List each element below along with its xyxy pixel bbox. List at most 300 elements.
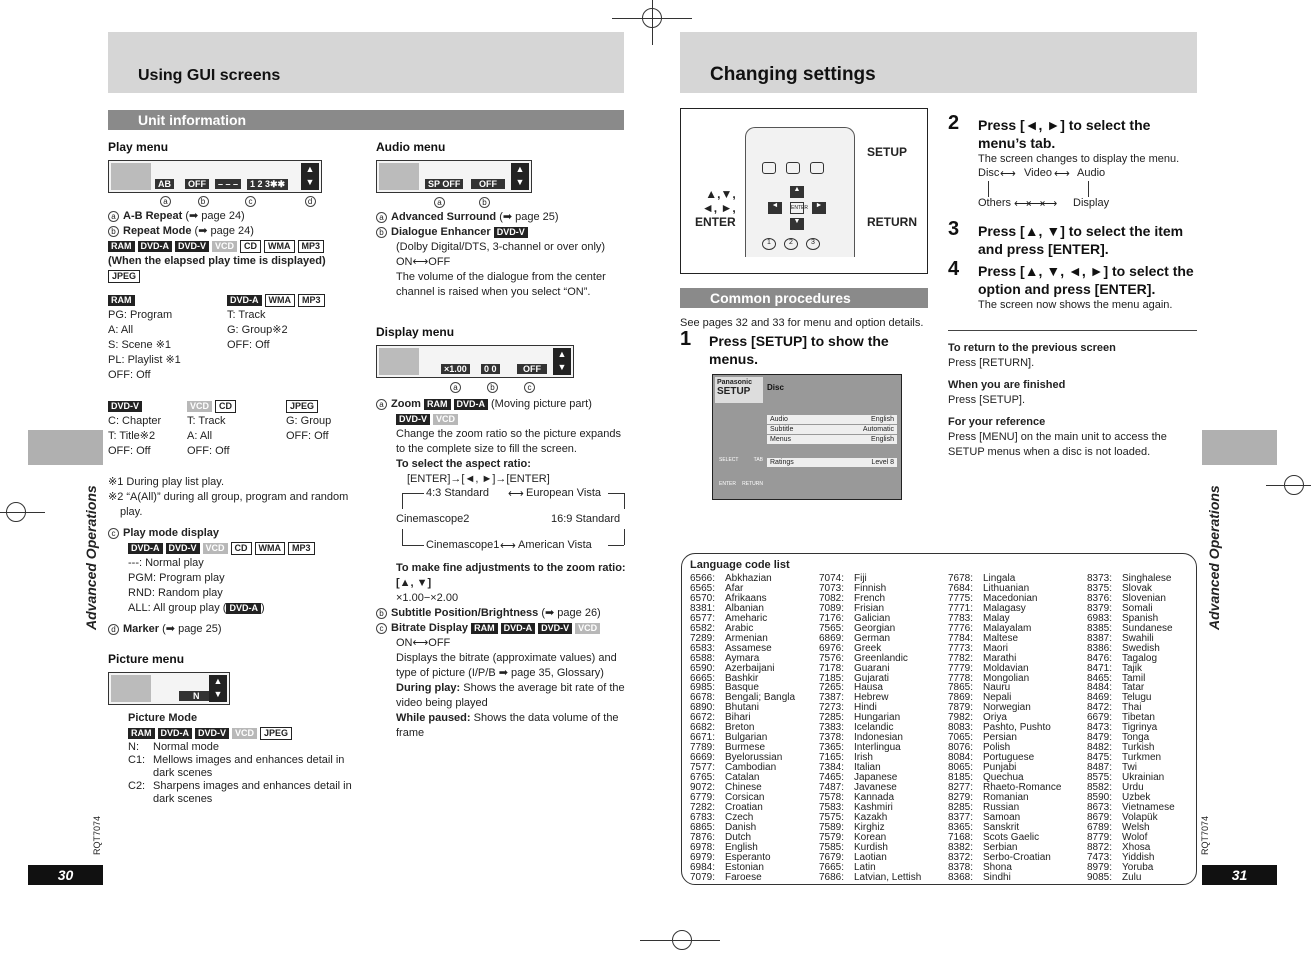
display-menu-section: Display menu ×1.00 0 0 OFF ▲ ▼ a b c a Zoom RAM DVD-A (Moving picture part) DVD-V VCD Change the zoom ratio so the picture expands to the complete size to fill the screen. To select the aspect ratio: [ENTER]→[◄, ►]→[ENTER] 4:3 Standard ⟷ European Vista Cinemascope2 16:9 Standard Cinemascope1 ⟷ American Vista To make fine adjustments to the zoom ratio: [▲, ▼] ×1.00−×2.00 b Subtitle Position/Brightness (➡ page 26) c Bitrate Display RAM DVD-A DVD-V VCD ON⟷OFF Displays the bitrate (approximate values) and type of picture (I/P/B ➡ page 35, Glossary) During play: Shows the average bit rate of the video being played While paused: Shows the data volume of the frame xyxy=(376,325,626,739)
language-code: 6789: xyxy=(1087,821,1113,833)
repeat-tags: RAM DVD-A DVD-V VCD CD WMA MP3 xyxy=(108,239,363,254)
display-icon xyxy=(379,348,419,375)
language-code: 6570: xyxy=(690,592,716,604)
language-code: 7665: xyxy=(819,861,845,873)
language-code: 8575: xyxy=(1087,772,1113,784)
language-name: Pashto, Pushto xyxy=(983,722,1051,734)
language-name: Georgian xyxy=(854,622,896,634)
language-code: 7065: xyxy=(948,732,974,744)
language-code: 8582: xyxy=(1087,782,1113,794)
enter-label: ▲,▼, ◄, ►, ENTER xyxy=(695,187,736,229)
language-name: Latin xyxy=(854,861,876,873)
language-name: Chinese xyxy=(725,782,762,794)
language-name: Malagasy xyxy=(983,602,1026,614)
language-name: Shona xyxy=(983,861,1012,873)
language-code: 7773: xyxy=(948,642,974,654)
language-name: Scots Gaelic xyxy=(983,831,1040,843)
display-menu-title: Display menu xyxy=(376,325,455,339)
language-name: Hungarian xyxy=(854,712,901,724)
language-code: 7778: xyxy=(948,672,974,684)
language-code: 8279: xyxy=(948,791,974,803)
language-name: Serbo-Croatian xyxy=(983,851,1051,863)
lang-col-1 xyxy=(690,574,795,883)
menu-tab-cycle: Disc ⟷ Video ⟷ Audio Others ⟷⟷⟷ Display xyxy=(978,167,1110,210)
language-name: Dutch xyxy=(725,831,752,843)
language-name: Zulu xyxy=(1122,871,1142,883)
language-name: Marathi xyxy=(983,652,1017,664)
language-code: 7589: xyxy=(819,821,845,833)
language-code: 8475: xyxy=(1087,752,1113,764)
language-name: Cambodian xyxy=(725,762,777,774)
language-code: 6577: xyxy=(690,612,716,624)
remote-control-icon: ▲ ◄ ENTER ► ▼ 1 2 3 xyxy=(745,127,855,257)
language-name: Serbian xyxy=(983,841,1018,853)
left-page-title: Using GUI screens xyxy=(138,67,281,84)
vcd-modes: VCD CD T: Track A: All OFF: Off xyxy=(187,399,239,459)
language-name: Slovenian xyxy=(1122,592,1166,604)
language-name: French xyxy=(854,592,886,604)
audio-menu-section: Audio menu SP OFF OFF ▲ ▼ a b a Advanced Surround (➡ page 25) b Dialogue Enhancer DVD-V (Dolby Digital/DTS, 3-channel or over only) ON⟷OFF The volume of the dialogue from the center channel is raised when you select “ON”. xyxy=(376,140,626,300)
jpeg-tag: JPEG xyxy=(108,270,140,283)
language-code-row xyxy=(819,873,921,883)
language-code: 8679: xyxy=(1087,811,1113,823)
language-code: 7178: xyxy=(819,662,845,674)
language-name: Greenlandic xyxy=(854,652,908,664)
language-name: Xhosa xyxy=(1122,841,1151,853)
language-name: Japanese xyxy=(854,772,898,784)
step-3: 3 Press [▲, ▼] to select the item and press [ENTER]. xyxy=(948,218,1184,257)
language-code: 7869: xyxy=(948,692,974,704)
language-code: 7579: xyxy=(819,831,845,843)
remote-figure xyxy=(680,108,928,274)
language-code: 8277: xyxy=(948,782,974,794)
language-name: Indonesian xyxy=(854,732,903,744)
language-code: 8285: xyxy=(948,801,974,813)
language-code: 6679: xyxy=(1087,712,1113,724)
language-code: 8084: xyxy=(948,752,974,764)
language-code: 6672: xyxy=(690,712,716,724)
language-name: Croatian xyxy=(725,801,763,813)
language-name: Norwegian xyxy=(983,702,1031,714)
language-name: Portuguese xyxy=(983,752,1035,764)
language-code: 9085: xyxy=(1087,871,1113,883)
language-code: 7185: xyxy=(819,672,845,684)
language-code: 7876: xyxy=(690,831,716,843)
language-name: Fiji xyxy=(854,573,867,584)
language-code: 7289: xyxy=(690,632,716,644)
language-name: Korean xyxy=(854,831,887,843)
language-code: 7282: xyxy=(690,801,716,813)
language-code: 7378: xyxy=(819,732,845,744)
language-name: Punjabi xyxy=(983,762,1017,774)
left-header xyxy=(108,32,624,93)
language-name: Wolof xyxy=(1122,831,1148,843)
language-name: German xyxy=(854,632,891,644)
left-code: RQT7074 xyxy=(92,815,102,855)
language-code: 7079: xyxy=(690,871,716,883)
lang-col-4 xyxy=(1087,574,1175,883)
language-name: Nepali xyxy=(983,692,1012,704)
language-code: 8872: xyxy=(1087,841,1113,853)
language-code: 8385: xyxy=(1087,622,1113,634)
language-code: 6671: xyxy=(690,732,716,744)
language-code: 7782: xyxy=(948,652,974,664)
osd-playmode: – – – xyxy=(215,179,241,189)
language-name: Hindi xyxy=(854,702,877,714)
updown-arrows-icon: ▲ ▼ xyxy=(553,348,571,375)
play-footnotes: ※1 During play list play. ※2 “A(All)” during all group, program and random play. c Play mode display DVD-A DVD-V VCD CD WMA MP3 ---: Normal play PGM: Program play RND: Random play ALL: All group play ( DVD-A ) d Marker (➡ page 25) xyxy=(108,476,349,635)
language-code: 6678: xyxy=(690,692,716,704)
language-code: 7265: xyxy=(819,682,845,694)
language-name: Oriya xyxy=(983,712,1007,724)
language-name: Kashmiri xyxy=(854,801,893,813)
language-code: 7365: xyxy=(819,742,845,754)
language-name: Esperanto xyxy=(725,851,771,863)
language-name: Thai xyxy=(1122,702,1142,714)
notes: To return to the previous screen Press [RETURN]. When you are finished Press [SETUP]. For your reference Press [MENU] on the main unit to access the SETUP menus when a disc is not loaded. xyxy=(948,342,1167,458)
language-code: 7487: xyxy=(819,782,845,794)
repeat-note: (When the elapsed play time is displayed) xyxy=(108,255,326,268)
language-name: Corsican xyxy=(725,791,765,803)
language-code: 7776: xyxy=(948,622,974,634)
language-name: Greek xyxy=(854,642,882,654)
language-code-row xyxy=(948,873,1061,883)
language-code: 8590: xyxy=(1087,791,1113,803)
language-name: Tamil xyxy=(1122,672,1146,684)
language-name: Estonian xyxy=(725,861,764,873)
lang-col-3 xyxy=(948,574,1061,883)
language-name: Twi xyxy=(1122,762,1137,774)
play-menu-title: Play menu xyxy=(108,140,169,154)
language-code: 7585: xyxy=(819,841,845,853)
language-name: Galician xyxy=(854,612,891,624)
language-code: 7789: xyxy=(690,742,716,754)
language-code: 8382: xyxy=(948,841,974,853)
language-code: 8465: xyxy=(1087,672,1113,684)
language-code: 6588: xyxy=(690,652,716,664)
language-name: Russian xyxy=(983,801,1020,813)
language-code: 8065: xyxy=(948,762,974,774)
language-name: Turkmen xyxy=(1122,752,1162,764)
language-code-row xyxy=(1087,873,1175,883)
language-name: Bengali; Bangla xyxy=(725,692,796,704)
language-name: Abkhazian xyxy=(725,573,772,584)
language-code: 7577: xyxy=(690,762,716,774)
language-code: 7575: xyxy=(819,811,845,823)
language-name: Sanskrit xyxy=(983,821,1020,833)
language-code-list xyxy=(681,553,1197,885)
language-code: 8779: xyxy=(1087,831,1113,843)
language-name: Irish xyxy=(854,752,873,764)
language-name: Laotian xyxy=(854,851,887,863)
language-name: Arabic xyxy=(725,622,754,634)
language-code: 8484: xyxy=(1087,682,1113,694)
language-code: 7583: xyxy=(819,801,845,813)
language-code: 6869: xyxy=(819,632,845,644)
language-name: Macedonian xyxy=(983,592,1038,604)
aspect-cycle-diagram: 4:3 Standard ⟷ European Vista Cinemascope2 16:9 Standard Cinemascope1 ⟷ American Vista xyxy=(396,487,626,561)
language-name: Tatar xyxy=(1122,682,1145,694)
language-code: 7982: xyxy=(948,712,974,724)
language-code: 7784: xyxy=(948,632,974,644)
language-name: Polish xyxy=(983,742,1011,754)
language-name: Volapük xyxy=(1122,811,1158,823)
unit-information-bar: Unit information xyxy=(108,110,624,130)
language-code: 7473: xyxy=(1087,851,1113,863)
language-name: English xyxy=(725,841,758,853)
language-code: 6783: xyxy=(690,811,716,823)
language-name: Basque xyxy=(725,682,759,694)
language-code: 7865: xyxy=(948,682,974,694)
language-code: 7285: xyxy=(819,712,845,724)
language-code: 7073: xyxy=(819,582,845,594)
updown-arrows-icon: ▲ ▼ xyxy=(209,675,227,702)
updown-arrows-icon: ▲ ▼ xyxy=(301,163,319,190)
language-code: 8386: xyxy=(1087,642,1113,654)
disc-icon xyxy=(111,163,151,190)
step-4: 4 Press [▲, ▼, ◄, ►] to select the option and press [ENTER]. The screen now shows the menu again. xyxy=(948,258,1194,311)
picture-menu-title: Picture menu xyxy=(108,652,185,666)
right-page-number: 31 xyxy=(1202,865,1277,885)
language-code: 7074: xyxy=(819,573,845,584)
language-name: Swedish xyxy=(1122,642,1160,654)
language-code: 7779: xyxy=(948,662,974,674)
audio-menu-osd: SP OFF OFF ▲ ▼ xyxy=(376,160,532,193)
language-name: Byelorussian xyxy=(725,752,783,764)
language-name: Italian xyxy=(854,762,881,774)
language-name: Sundanese xyxy=(1122,622,1173,634)
left-page-number: 30 xyxy=(28,865,103,885)
language-name: Azerbaijani xyxy=(725,662,775,674)
language-code: 8375: xyxy=(1087,582,1113,594)
language-name: Malay xyxy=(983,612,1010,624)
language-code: 8979: xyxy=(1087,861,1113,873)
return-label: RETURN xyxy=(867,215,917,229)
language-code: 7771: xyxy=(948,602,974,614)
language-name: Maori xyxy=(983,642,1009,654)
language-code: 7387: xyxy=(819,692,845,704)
language-code: 8381: xyxy=(690,602,716,614)
language-code: 8487: xyxy=(1087,762,1113,774)
common-procedures-bar: Common procedures xyxy=(680,288,928,308)
language-name: Latvian, Lettish xyxy=(854,871,922,883)
language-code: 7165: xyxy=(819,752,845,764)
language-code: 8673: xyxy=(1087,801,1113,813)
language-code: 8471: xyxy=(1087,662,1113,674)
osd-ab: AB xyxy=(155,179,174,189)
language-code: 7384: xyxy=(819,762,845,774)
language-name: Finnish xyxy=(854,582,887,594)
language-name: Maltese xyxy=(983,632,1019,644)
picture-menu-section: Picture menu N ▲ ▼ Picture Mode RAM DVD-A DVD-V VCD JPEG N: Normal mode C1: Mellows images and enhances detail in dark scenes C2: Sharpens images and enhances detail in dark scenes xyxy=(108,652,363,806)
language-name: Tibetan xyxy=(1122,712,1155,724)
language-name: Danish xyxy=(725,821,757,833)
language-name: Tagalog xyxy=(1122,652,1158,664)
osd-marker: 1 2 3✱✱ xyxy=(247,179,288,190)
language-code: 8376: xyxy=(1087,592,1113,604)
language-code: 7578: xyxy=(819,791,845,803)
left-side-tab xyxy=(28,430,103,465)
language-code: 8372: xyxy=(948,851,974,863)
play-menu-section xyxy=(108,140,363,284)
language-code: 7565: xyxy=(819,622,845,634)
language-name: Kirghiz xyxy=(854,821,885,833)
language-name: Catalan xyxy=(725,772,760,784)
picture-icon xyxy=(111,675,151,702)
language-name: Aymara xyxy=(725,652,760,664)
language-name: Singhalese xyxy=(1122,573,1172,584)
language-code: 9072: xyxy=(690,782,716,794)
right-side-label: Advanced Operations xyxy=(1206,485,1222,630)
language-code: 8377: xyxy=(948,811,974,823)
setup-screen: Panasonic SETUP Disc Audio English Subtitle Automatic Menus English Ratings Level 8 SELECT TAB ENTER RETURN xyxy=(712,374,902,500)
language-name: Welsh xyxy=(1122,821,1150,833)
audio-menu-title: Audio menu xyxy=(376,140,446,154)
language-name: Bashkir xyxy=(725,672,759,684)
left-side-label: Advanced Operations xyxy=(83,485,99,630)
language-code: 7176: xyxy=(819,612,845,624)
language-code: 6765: xyxy=(690,772,716,784)
language-code: 7679: xyxy=(819,851,845,863)
language-name: Javanese xyxy=(854,782,897,794)
language-code: 6665: xyxy=(690,672,716,684)
language-name: Afar xyxy=(725,582,744,594)
display-menu-osd: ×1.00 0 0 OFF ▲ ▼ xyxy=(376,345,574,378)
language-name: Malayalam xyxy=(983,622,1032,634)
language-name: Kurdish xyxy=(854,841,888,853)
language-code: 6779: xyxy=(690,791,716,803)
language-code: 6985: xyxy=(690,682,716,694)
language-code: 6978: xyxy=(690,841,716,853)
language-name: Telugu xyxy=(1122,692,1152,704)
language-name: Gujarati xyxy=(854,672,890,684)
language-name: Hausa xyxy=(854,682,883,694)
language-code-row xyxy=(690,873,795,883)
language-code: 6979: xyxy=(690,851,716,863)
language-code: 8387: xyxy=(1087,632,1113,644)
language-code-list-title: Language code list xyxy=(690,559,790,571)
step-1: 1 Press [SETUP] to show the menus. xyxy=(680,328,889,367)
language-name: Czech xyxy=(725,811,754,823)
language-name: Lingala xyxy=(983,573,1016,584)
language-name: Spanish xyxy=(1122,612,1159,624)
speaker-icon xyxy=(379,163,419,190)
language-name: Albanian xyxy=(725,602,764,614)
language-name: Breton xyxy=(725,722,755,734)
language-code: 8083: xyxy=(948,722,974,734)
language-name: Urdu xyxy=(1122,782,1144,794)
language-code: 8469: xyxy=(1087,692,1113,704)
language-code: 7576: xyxy=(819,652,845,664)
language-code: 6669: xyxy=(690,752,716,764)
language-code: 6583: xyxy=(690,642,716,654)
language-name: Somali xyxy=(1122,602,1153,614)
language-name: Tigrinya xyxy=(1122,722,1158,734)
language-name: Vietnamese xyxy=(1122,801,1175,813)
right-page-title: Changing settings xyxy=(710,64,876,85)
play-callouts: a b c d xyxy=(108,196,363,207)
language-code: 8373: xyxy=(1087,573,1113,584)
language-name: Swahili xyxy=(1122,632,1154,644)
language-name: Armenian xyxy=(725,632,768,644)
language-code: 8473: xyxy=(1087,722,1113,734)
language-code: 6590: xyxy=(690,662,716,674)
language-code: 6682: xyxy=(690,722,716,734)
language-code: 6983: xyxy=(1087,612,1113,624)
language-name: Afrikaans xyxy=(725,592,767,604)
language-name: Sindhi xyxy=(983,871,1011,883)
step-2: 2 Press [◄, ►] to select the menu’s tab. The screen changes to display the menu. Disc ⟷ Video ⟷ Audio Others ⟷⟷⟷ Display xyxy=(948,112,1198,213)
language-name: Yoruba xyxy=(1122,861,1154,873)
language-code: 8379: xyxy=(1087,602,1113,614)
jpeg-modes: JPEG G: Group OFF: Off xyxy=(286,400,332,442)
language-code: 7089: xyxy=(819,602,845,614)
dvdv-modes: DVD-V C: Chapter T: Title※2 OFF: Off xyxy=(108,400,162,457)
lang-col-2 xyxy=(819,574,921,883)
right-header xyxy=(680,32,1197,93)
language-code: 8472: xyxy=(1087,702,1113,714)
language-name: Mongolian xyxy=(983,672,1030,684)
language-name: Bulgarian xyxy=(725,732,768,744)
language-name: Kannada xyxy=(854,791,895,803)
language-name: Tonga xyxy=(1122,732,1150,744)
language-name: Moldavian xyxy=(983,662,1029,674)
ram-modes: RAM PG: Program A: All S: Scene ※1 PL: Playlist ※1 OFF: Off xyxy=(108,294,181,381)
language-code: 7082: xyxy=(819,592,845,604)
language-name: Ameharic xyxy=(725,612,768,624)
language-code: 6865: xyxy=(690,821,716,833)
language-code: 7383: xyxy=(819,722,845,734)
language-code: 8368: xyxy=(948,871,974,883)
language-name: Quechua xyxy=(983,772,1024,784)
picture-menu-osd: N ▲ ▼ xyxy=(108,672,230,705)
language-name: Guarani xyxy=(854,662,890,674)
language-name: Faroese xyxy=(725,871,762,883)
right-code: RQT7074 xyxy=(1200,815,1210,855)
language-code: 8476: xyxy=(1087,652,1113,664)
language-name: Interlingua xyxy=(854,742,901,754)
language-name: Icelandic xyxy=(854,722,894,734)
language-code: 8479: xyxy=(1087,732,1113,744)
language-code: 7678: xyxy=(948,573,974,584)
language-code: 7879: xyxy=(948,702,974,714)
right-side-tab xyxy=(1202,430,1277,465)
language-name: Uzbek xyxy=(1122,791,1151,803)
language-code: 6890: xyxy=(690,702,716,714)
language-name: Kazakh xyxy=(854,811,888,823)
language-name: Tajik xyxy=(1122,662,1143,674)
language-code: 6566: xyxy=(690,573,716,584)
language-name: Slovak xyxy=(1122,582,1153,594)
language-code: 7168: xyxy=(948,831,974,843)
item-a-b-repeat: a A-B Repeat (➡ page 24) xyxy=(108,209,363,224)
language-name: Lithuanian xyxy=(983,582,1030,594)
language-name: Nauru xyxy=(983,682,1011,694)
language-code: 6976: xyxy=(819,642,845,654)
see-pages: See pages 32 and 33 for menu and option details. xyxy=(680,317,924,329)
language-name: Ukrainian xyxy=(1122,772,1165,784)
item-repeat-mode: b Repeat Mode (➡ page 24) xyxy=(108,224,363,239)
language-code: 8365: xyxy=(948,821,974,833)
language-code: 7465: xyxy=(819,772,845,784)
language-code: 7783: xyxy=(948,612,974,624)
language-name: Turkish xyxy=(1122,742,1155,754)
language-name: Frisian xyxy=(854,602,885,614)
language-code: 7686: xyxy=(819,871,845,883)
language-code: 7684: xyxy=(948,582,974,594)
language-code: 8482: xyxy=(1087,742,1113,754)
language-code: 8076: xyxy=(948,742,974,754)
